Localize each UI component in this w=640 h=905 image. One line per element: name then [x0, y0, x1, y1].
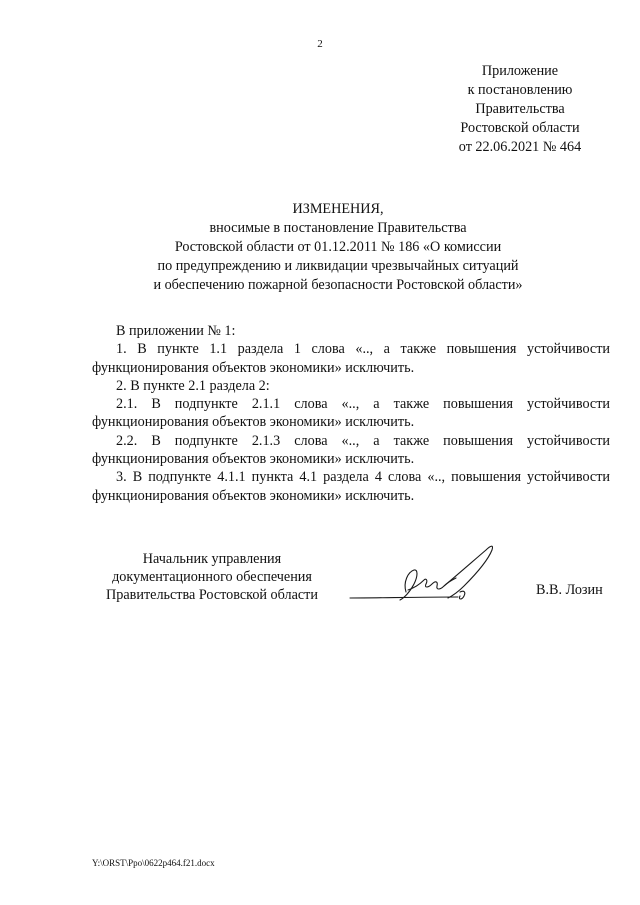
title-line: вносимые в постановление Правительства [209, 220, 467, 236]
document-title [90, 200, 586, 295]
document-body [92, 322, 610, 505]
page-number: 2 [317, 38, 323, 50]
handwritten-signature [348, 540, 508, 610]
signer-position-line: документационного обеспечения [112, 569, 312, 585]
signer-position-line: Правительства Ростовской области [106, 587, 318, 603]
signer-position [92, 550, 332, 604]
appendix-header [448, 62, 592, 157]
appendix-line: от 22.06.2021 № 464 [458, 139, 582, 155]
body-paragraph: 2. В пункте 2.1 раздела 2: [116, 377, 270, 394]
appendix-line: Ростовской области [460, 120, 580, 136]
title-line: Ростовской области от 01.12.2011 № 186 «О комиссии [174, 239, 502, 255]
body-paragraph: 2.1. В подпункте 2.1.1 слова «.., а также повышения устойчивости функционирования объектов экономики» исключить. [92, 396, 610, 431]
appendix-line: Правительства [475, 101, 565, 117]
body-paragraph: 2.2. В подпункте 2.1.3 слова «.., а также повышения устойчивости функционирования объектов экономики» исключить. [92, 432, 610, 468]
title-heading: ИЗМЕНЕНИЯ, [292, 201, 384, 217]
body-paragraph: 1. В пункте 1.1 раздела 1 слова «.., а также повышения устойчивости функционирования объектов экономики» исключить. [92, 341, 610, 376]
signer-position-line: Начальник управления [142, 551, 282, 567]
file-path-footer: Y:\ORST\Ppo\0622p464.f21.docx [92, 858, 215, 868]
body-paragraph: В приложении № 1: [116, 323, 236, 339]
signer-name: В.В. Лозин [536, 582, 603, 598]
appendix-line: Приложение [481, 63, 559, 79]
title-line: и обеспечению пожарной безопасности Ростовской области» [153, 277, 523, 293]
appendix-line: к постановлению [467, 82, 573, 98]
title-line: по предупреждению и ликвидации чрезвычайных ситуаций [157, 258, 519, 274]
body-paragraph: 3. В подпункте 4.1.1 пункта 4.1 раздела 4 слова «.., повышения устойчивости функционирования объектов экономики» исключить. [92, 469, 610, 504]
